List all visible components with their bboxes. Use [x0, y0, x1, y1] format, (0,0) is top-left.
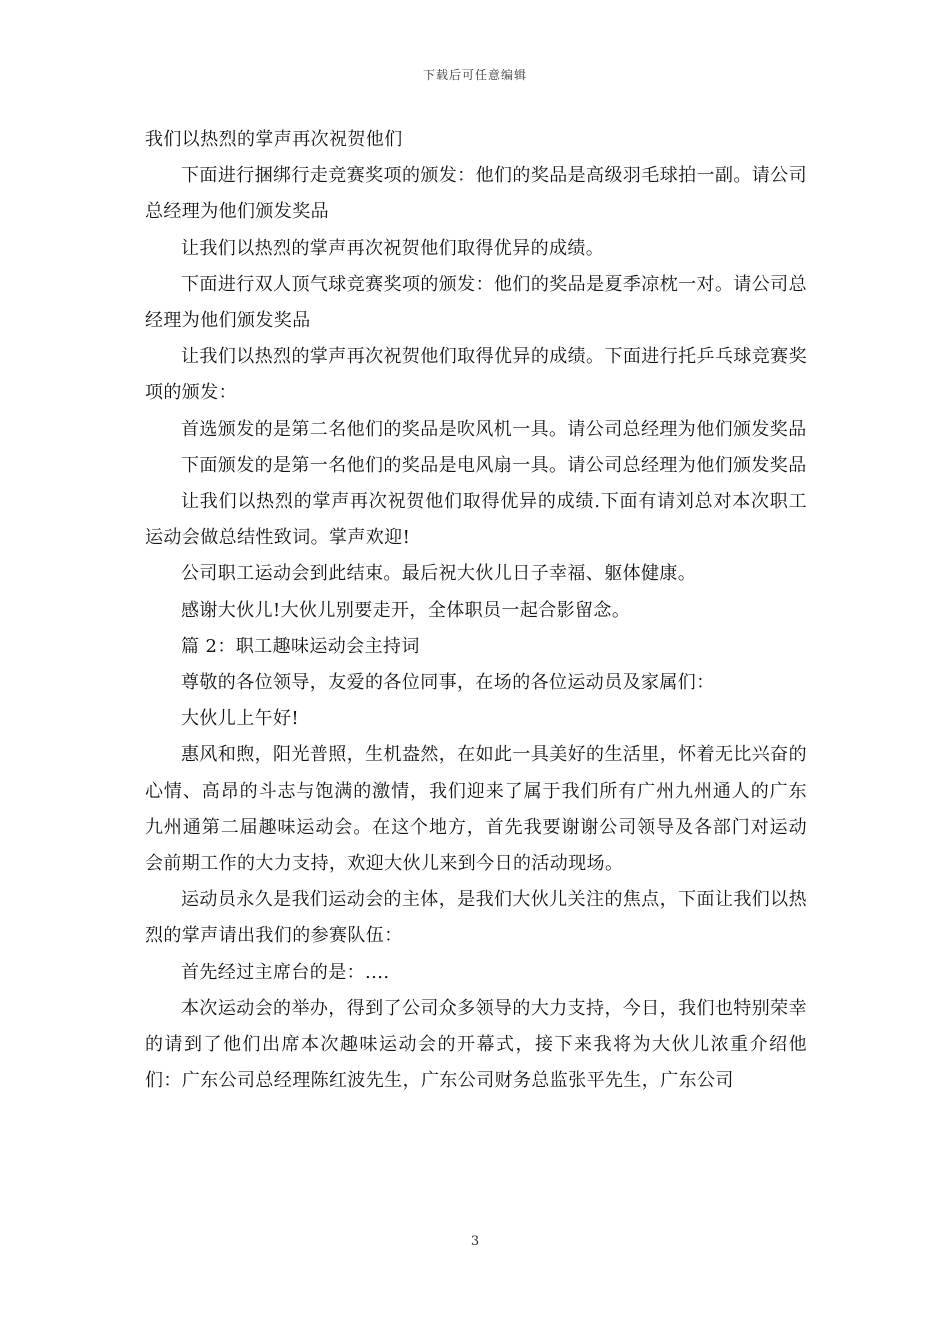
paragraph: 大伙儿上午好!: [181, 708, 300, 730]
paragraph: 让我们以热烈的掌声再次祝贺他们取得优异的成绩。下面进行托乒乓球竞赛奖项的颁发：: [145, 346, 807, 404]
paragraph: 让我们以热烈的掌声再次祝贺他们取得优异的成绩.下面有请刘总对本次职工运动会做总结性致词。掌声欢迎!: [145, 491, 807, 549]
paragraph: 运动员永久是我们运动会的主体，是我们大伙儿关注的焦点，下面让我们以热烈的掌声请出我们的参赛队伍：: [145, 889, 807, 947]
paragraph: 首先经过主席台的是：....: [181, 961, 390, 983]
paragraph: 惠风和煦，阳光普照，生机盎然，在如此一具美好的生活里，怀着无比兴奋的心情、高昂的斗志与饱满的激情，我们迎来了属于我们所有广州九州通人的广东九州通第二届趣味运动会。在这个地方，首先我要谢谢公司领导及各部门对运动会前期工作的大力支持，欢迎大伙儿来到今日的活动现场。: [145, 744, 807, 875]
paragraph: 首选颁发的是第二名他们的奖品是吹风机一具。请公司总经理为他们颁发奖品: [181, 418, 807, 440]
section-heading: 篇 2：职工趣味运动会主持词: [181, 635, 420, 657]
paragraph: 尊敬的各位领导，友爱的各位同事，在场的各位运动员及家属们：: [181, 672, 715, 694]
paragraph: 下面颁发的是第一名他们的奖品是电风扇一具。请公司总经理为他们颁发奖品: [181, 454, 807, 476]
paragraph: 让我们以热烈的掌声再次祝贺他们取得优异的成绩。: [181, 237, 605, 259]
paragraph: 我们以热烈的掌声再次祝贺他们: [145, 129, 403, 150]
document-body: [145, 122, 807, 1099]
paragraph: 感谢大伙儿!大伙儿别要走开，全体职员一起合影留念。: [181, 599, 631, 621]
paragraph: 本次运动会的举办，得到了公司众多领导的大力支持，今日，我们也特别荣幸的请到了他们出席本次趣味运动会的开幕式，接下来我将为大伙儿浓重介绍他们：广东公司总经理陈红波先生，广东公司财务总监张平先生，广东公司: [145, 997, 807, 1092]
page-number: 3: [470, 1234, 480, 1249]
paragraph: 下面进行双人顶气球竞赛奖项的颁发：他们的奖品是夏季凉枕一对。请公司总经理为他们颁发奖品: [145, 273, 807, 332]
paragraph: 公司职工运动会到此结束。最后祝大伙儿日子幸福、躯体健康。: [181, 563, 697, 585]
paragraph: 下面进行捆绑行走竞赛奖项的颁发：他们的奖品是高级羽毛球拍一副。请公司总经理为他们颁发奖品: [145, 165, 807, 223]
page-header: 下载后可任意编辑: [422, 68, 527, 82]
